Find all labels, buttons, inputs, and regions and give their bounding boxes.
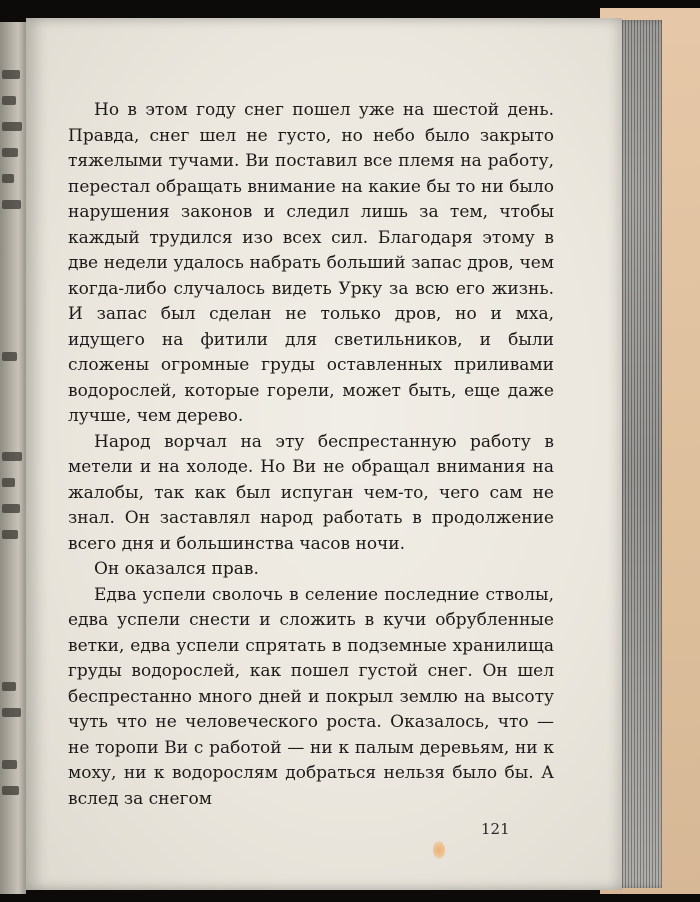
previous-page-text-fragment [2,96,16,105]
previous-page-text-fragment [2,478,15,487]
previous-page-text-fragment [2,504,20,513]
paragraph: Он оказался прав. [94,559,259,579]
paragraph: Народ ворчал на эту беспрестанную работу в метели и на холоде. Но Ви не обращал внимания на жалобы, так как был испуган чем-то, чего сам не знал. Он заставлял народ работать в продолжение всего дня и большинства часов ночи. [68,431,554,554]
previous-page-text-fragment [2,452,22,461]
book-page [26,18,622,890]
paragraph: Едва успели сволочь в селение последние стволы, едва успели снести и сложить в кучи обрубленные ветки, едва успели спрятать в подземные хранилища груды водорослей, как пошел густой снег. Он шел беспрестанно много дней и покрыл землю на высоту чуть что не человеческого роста. Оказалось, что — не торопи Ви с работой — ни к палым деревьям, ни к моху, ни к водорослям добраться нельзя было бы. А вслед за снегом [68,584,554,809]
previous-page-text-fragment [2,708,21,717]
previous-page-text-fragment [2,174,14,183]
previous-page-text-fragment [2,760,17,769]
previous-page-text-fragment [2,682,16,691]
page-edges [616,20,662,888]
previous-page-text-fragment [2,200,21,209]
previous-page-text-fragment [2,70,20,79]
previous-page-text-fragment [2,530,18,539]
page-stain [433,841,445,859]
paragraph: Но в этом году снег пошел уже на шестой день. Правда, снег шел не густо, но небо было закрыто тяжелыми тучами. Ви поставил все племя на работу, перестал обращать внимание на какие бы то ни было нарушения законов и следил лишь за тем, чтобы каждый трудился изо всех сил. Благодаря этому в две недели удалось набрать больший запас дров, чем когда-либо случалось видеть Урку за всю его жизнь. И запас был сделан не только дров, но и мха, идущего на фитили для светильников, и были сложены огромные груды оставленных приливами водорослей, которые горели, может быть, еще даже лучше, чем дерево. [68,100,554,426]
previous-page-text-fragment [2,786,19,795]
previous-page-text-fragment [2,122,22,131]
previous-page-edge [0,22,26,894]
page-text [68,98,554,812]
previous-page-text-fragment [2,148,18,157]
previous-page-text-fragment [2,352,17,361]
page-number: 121 [481,820,510,838]
